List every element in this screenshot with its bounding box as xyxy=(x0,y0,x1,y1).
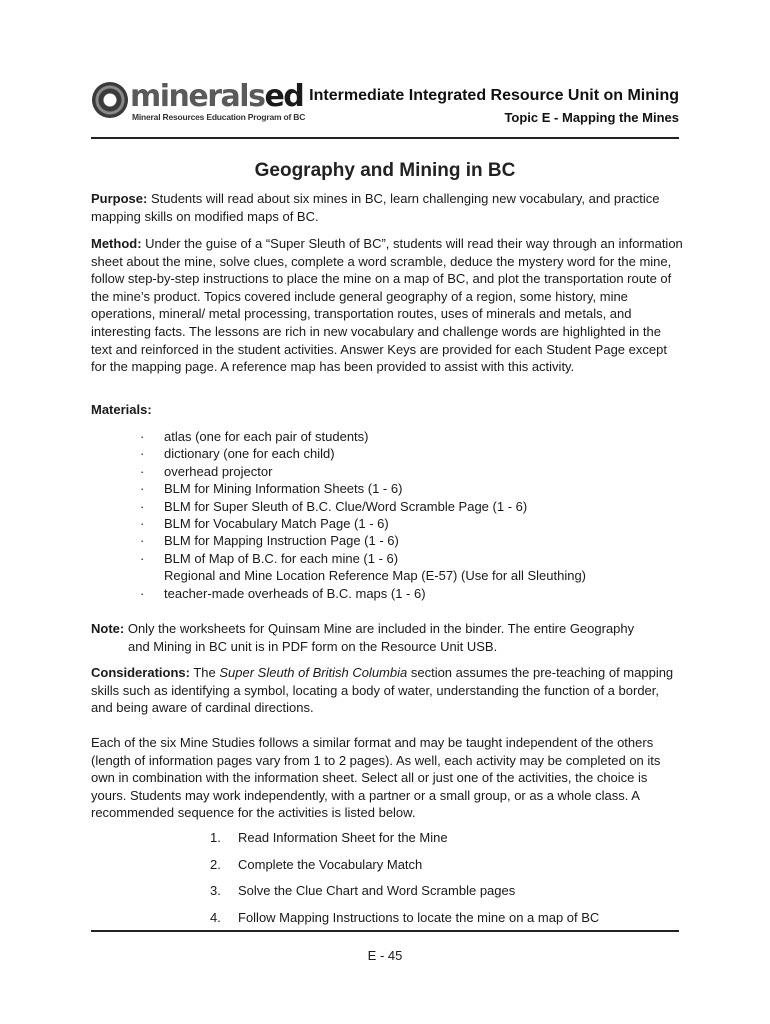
materials-heading: Materials: xyxy=(91,402,152,417)
materials-item xyxy=(140,550,680,567)
step-number: 1. xyxy=(210,830,221,845)
step-text: Solve the Clue Chart and Word Scramble pages xyxy=(238,883,516,898)
materials-item xyxy=(140,480,680,497)
considerations-paragraph: Considerations: The Super Sleuth of British Columbia section assumes the pre-teaching of mapping skills such as identifying a symbol, locating a body of water, understanding the function of a border, and being aware of cardinal directions. xyxy=(91,665,674,716)
materials-item xyxy=(140,515,680,532)
materials-item xyxy=(140,428,680,445)
header-divider xyxy=(91,137,679,139)
step-number: 4. xyxy=(210,909,221,925)
materials-item-text: atlas (one for each pair of students) xyxy=(164,429,369,444)
activities-paragraph: Each of the six Mine Studies follows a similar format and may be taught independent of the others (length of information pages vary from 1 to 2 pages). As well, each activity may be completed on its own in combination with the information sheet. Select all or just one of the activities, the choice is yours. Students may work independently, with a partner or a small group, or as a whole class. A recommended sequence for the activities is listed below. xyxy=(91,735,661,821)
bullet-icon: · xyxy=(140,498,145,514)
materials-item xyxy=(140,498,680,515)
materials-item xyxy=(140,585,680,602)
purpose-paragraph: Purpose: Students will read about six mines in BC, learn challenging new vocabulary, and practice mapping skills on modified maps of BC. xyxy=(91,191,660,224)
method-paragraph: Method: Under the guise of a “Super Sleuth of BC”, students will read their way through an information sheet about the mine, solve clues, complete a word scramble, deduce the mystery word for the mine, follow step-by-step instructions to place the mine on a map of BC, and plot the transportation route of the mine’s product. Topics covered include general geography of a region, some history, mine operations, mineral/ metal processing, transportation routes, uses of minerals and metals, and interesting facts. The lessons are rich in new vocabulary and challenge words are highlighted in the text and reinforced in the student activities. Answer Keys are provided for each Student Page except for the mapping page. A reference map has been provided to assist with this activity. xyxy=(91,236,683,375)
bullet-icon: · xyxy=(140,533,145,549)
bullet-icon: · xyxy=(140,585,145,601)
materials-item-text: overhead projector xyxy=(164,463,273,479)
step-number: 2. xyxy=(210,856,221,872)
bullet-icon: · xyxy=(140,429,145,444)
step-text: Complete the Vocabulary Match xyxy=(238,856,423,872)
logo-tagline: Mineral Resources Education Program of BC xyxy=(132,112,306,122)
bullet-icon: · xyxy=(140,550,145,566)
step-item xyxy=(210,882,599,909)
materials-item xyxy=(140,445,680,462)
step-item xyxy=(210,829,599,856)
logo-ring-icon xyxy=(92,82,128,118)
materials-item-text: BLM of Map of B.C. for each mine (1 - 6) xyxy=(164,550,399,566)
materials-item-text: teacher-made overheads of B.C. maps (1 - 6) xyxy=(164,585,426,601)
step-text: Read Information Sheet for the Mine xyxy=(238,830,448,845)
bullet-icon: · xyxy=(140,516,145,532)
materials-item-text: dictionary (one for each child) xyxy=(164,446,335,462)
step-text: Follow Mapping Instructions to locate the mine on a map of BC xyxy=(238,909,600,925)
materials-item xyxy=(140,463,680,480)
materials-item-text: Regional and Mine Location Reference Map (E-57) (Use for all Sleuthing) xyxy=(164,568,586,584)
activity-steps-list xyxy=(210,829,599,935)
document-title: Geography and Mining in BC xyxy=(254,160,516,181)
header-subtitle: Topic E - Mapping the Mines xyxy=(504,110,679,125)
footer-divider xyxy=(91,930,679,932)
page-number: E - 45 xyxy=(367,948,403,963)
logo-wordmark: mineralsed xyxy=(130,79,304,114)
bullet-icon: · xyxy=(140,463,145,479)
materials-item-text: BLM for Mining Information Sheets (1 - 6) xyxy=(164,481,403,497)
materials-item-text: BLM for Vocabulary Match Page (1 - 6) xyxy=(164,516,389,532)
step-number: 3. xyxy=(210,883,221,898)
materials-list xyxy=(140,428,680,602)
header-title: Intermediate Integrated Resource Unit on Mining xyxy=(309,87,679,104)
materials-item xyxy=(140,567,680,584)
bullet-icon: · xyxy=(140,481,145,497)
materials-item-text: BLM for Mapping Instruction Page (1 - 6) xyxy=(164,533,399,549)
materials-item xyxy=(140,532,680,549)
mineralsed-logo xyxy=(92,79,306,130)
bullet-icon: · xyxy=(140,446,145,462)
step-item xyxy=(210,856,599,883)
note-paragraph: Note: Only the worksheets for Quinsam Mine are included in the binder. The entire Geography and Mining in BC unit is in PDF form on the Resource Unit USB. xyxy=(91,621,635,654)
materials-item-text: BLM for Super Sleuth of B.C. Clue/Word Scramble Page (1 - 6) xyxy=(164,498,528,514)
